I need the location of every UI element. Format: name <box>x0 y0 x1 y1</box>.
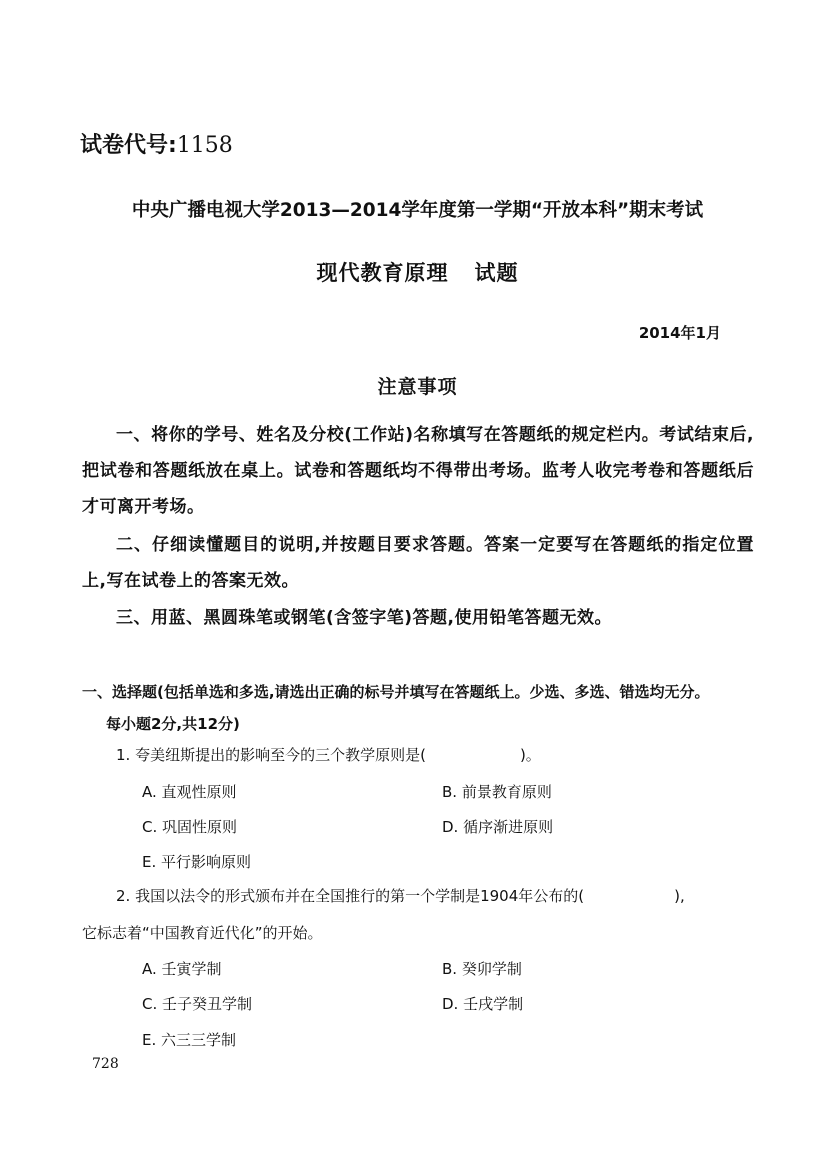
question-1-option-c: C. 巩固性原则 <box>142 818 238 836</box>
notice-item-3: 三、用蓝、黑圆珠笔或钢笔(含签字笔)答题,使用铅笔答题无效。 <box>116 608 612 628</box>
notice-title: 注意事项 <box>377 376 458 398</box>
question-2-option-d: D. 壬戌学制 <box>442 995 524 1013</box>
question-1-option-e: E. 平行影响原则 <box>142 853 252 871</box>
section-1-title-line1: 一、选择题(包括单选和多选,请选出正确的标号并填写在答题纸上。少选、多选、错选均无分。 <box>82 683 710 701</box>
question-2-option-c: C. 壬子癸丑学制 <box>142 995 253 1013</box>
question-2-stem-continuation: 它标志着“中国教育近代化”的开始。 <box>82 924 323 942</box>
question-2-stem <box>116 885 756 906</box>
question-1-option-a: A. 直观性原则 <box>142 783 237 801</box>
notice-item-2: 二、仔细读懂题目的说明,并按题目要求答题。答案一定要写在答题纸的指定位置上,写在试卷上的答案无效。 <box>82 535 754 591</box>
question-1-stem-start: 1. 夸美纽斯提出的影响至今的三个教学原则是( <box>116 746 426 764</box>
exam-date: 2014年1月 <box>638 324 721 342</box>
section-1-title-line2: 每小题2分,共12分) <box>106 715 240 733</box>
paper-code <box>80 128 233 159</box>
question-1-option-b: B. 前景教育原则 <box>442 783 552 801</box>
page-number: 728 <box>92 1056 119 1072</box>
question-1-stem <box>116 744 541 765</box>
section-1-title <box>82 676 762 740</box>
question-2-stem-end: ), <box>674 887 685 905</box>
question-1-stem-end: )。 <box>519 746 541 764</box>
question-2-option-a: A. 壬寅学制 <box>142 960 222 978</box>
notice-item-1: 一、将你的学号、姓名及分校(工作站)名称填写在答题纸的规定栏内。考试结束后,把试卷和答题纸放在桌上。试卷和答题纸均不得带出考场。监考人收完考卷和答题纸后才可离开考场。 <box>82 425 754 517</box>
paper-code-value: 1158 <box>176 133 233 158</box>
subject-suffix: 试题 <box>474 261 519 285</box>
question-2-stem-start: 2. 我国以法令的形式颁布并在全国推行的第一个学制是1904年公布的( <box>116 887 585 905</box>
question-1-option-d: D. 循序渐进原则 <box>442 818 554 836</box>
question-2-option-b: B. 癸卯学制 <box>442 960 522 978</box>
subject-title <box>0 257 835 287</box>
subject-name: 现代教育原理 <box>316 261 449 285</box>
question-2-option-e: E. 六三三学制 <box>142 1031 237 1049</box>
exam-title: 中央广播电视大学2013—2014学年度第一学期“开放本科”期末考试 <box>131 200 704 221</box>
paper-code-label: 试卷代号: <box>80 133 177 158</box>
